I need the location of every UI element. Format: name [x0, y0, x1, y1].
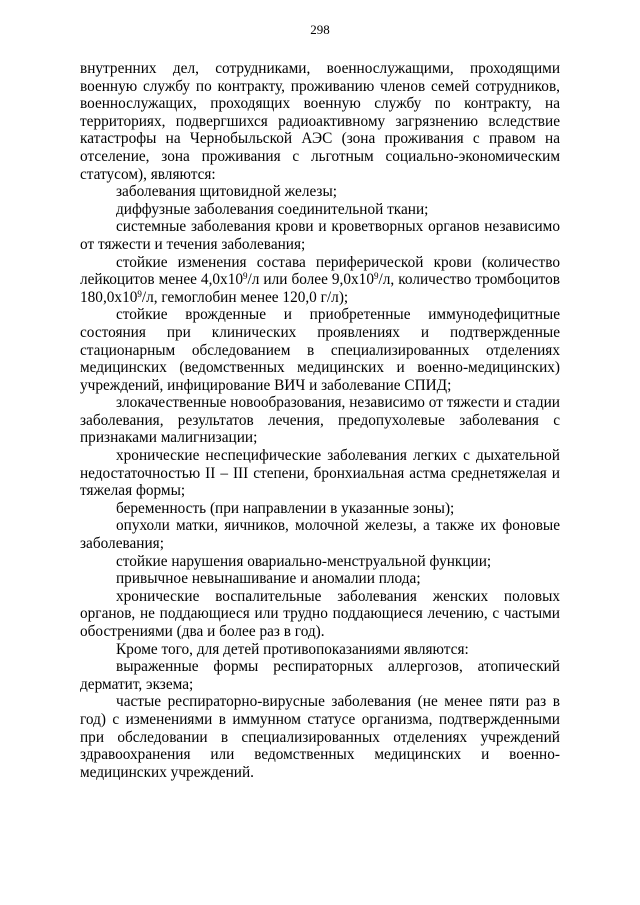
blood-text-after: /л, гемоглобин менее 120,0 г/л);: [141, 288, 349, 306]
list-item-miscarriage: привычное невынашивание и аномалии плода;: [116, 570, 421, 588]
exponent-1: 9: [243, 271, 248, 282]
list-item-respiratory-viral: частые респираторно-вирусные заболевания (не менее пяти раз в год) с изменениями в иммунном статусе организма, подтвержденными при обследовании в специализированных отделениях учреждений здравоохранения или ведомственных медицинских и военно-медицинских учреждений.: [80, 693, 560, 781]
list-item-allergies: выраженные формы респираторных аллергозов, атопический дерматит, экзема;: [80, 658, 560, 693]
document-body: [80, 60, 560, 781]
list-item-immunodeficiency: стойкие врожденные и приобретенные иммунодефицитные состояния при клинических проявлениях и подтвержденные стационарным обследованием в специализированных отделениях медицинских (ведомственных медицинских и военно-медицинских) учреждений, инфицирование ВИЧ и заболевание СПИД;: [80, 306, 560, 394]
list-item-pregnancy: беременность (при направлении в указанные зоны);: [116, 499, 455, 517]
list-item-ovarian-function: стойкие нарушения овариально-менструальной функции;: [116, 552, 492, 570]
page-number: 298: [310, 22, 330, 37]
list-item-blood-diseases: системные заболевания крови и кроветворных органов независимо от тяжести и течения заболевания;: [80, 218, 560, 253]
list-item-lung-diseases: хронические неспецифические заболевания легких с дыхательной недостаточностью II – III степени, бронхиальная астма среднетяжелая и тяжелая формы;: [80, 447, 560, 500]
blood-text-middle2: /л, количество тромбоцитов 180,0х10: [80, 271, 560, 306]
blood-text-middle: /л или более 9,0х10: [247, 271, 374, 289]
blood-text-before: стойкие изменения состава периферической крови (количество лейкоцитов менее 4,0х10: [80, 253, 560, 289]
paragraph-intro: внутренних дел, сотрудниками, военнослужащими, проходящими военную службу по контракту, проживанию членов семей сотрудников, военнослужащих, проходящих военную службу по контракту, на территориях, подвергшихся радиоактивному загрязнению вследствие катастрофы на Чернобыльской АЭС (зона проживания с правом на отселение, зона проживания с льготным социально-экономическим статусом), являются:: [80, 60, 560, 183]
paragraph-children-intro: Кроме того, для детей противопоказаниями являются:: [116, 640, 469, 658]
list-item-neoplasms: злокачественные новообразования, независимо от тяжести и стадии заболевания, результатов лечения, предопухолевые заболевания с признаками малигнизации;: [80, 394, 560, 447]
exponent-2: 9: [373, 271, 379, 282]
list-item-blood-composition: [80, 254, 560, 307]
list-item-tumors: опухоли матки, яичников, молочной железы, а также их фоновые заболевания;: [80, 517, 560, 553]
list-item-thyroid: заболевания щитовидной железы;: [116, 183, 337, 201]
list-item-connective-tissue: диффузные заболевания соединительной ткани;: [116, 200, 429, 218]
list-item-inflammatory: хронические воспалительные заболевания женских половых органов, не поддающиеся или трудно поддающиеся лечению, с частыми обострениями (два и более раз в год).: [80, 587, 560, 640]
exponent-3: 9: [137, 288, 142, 299]
